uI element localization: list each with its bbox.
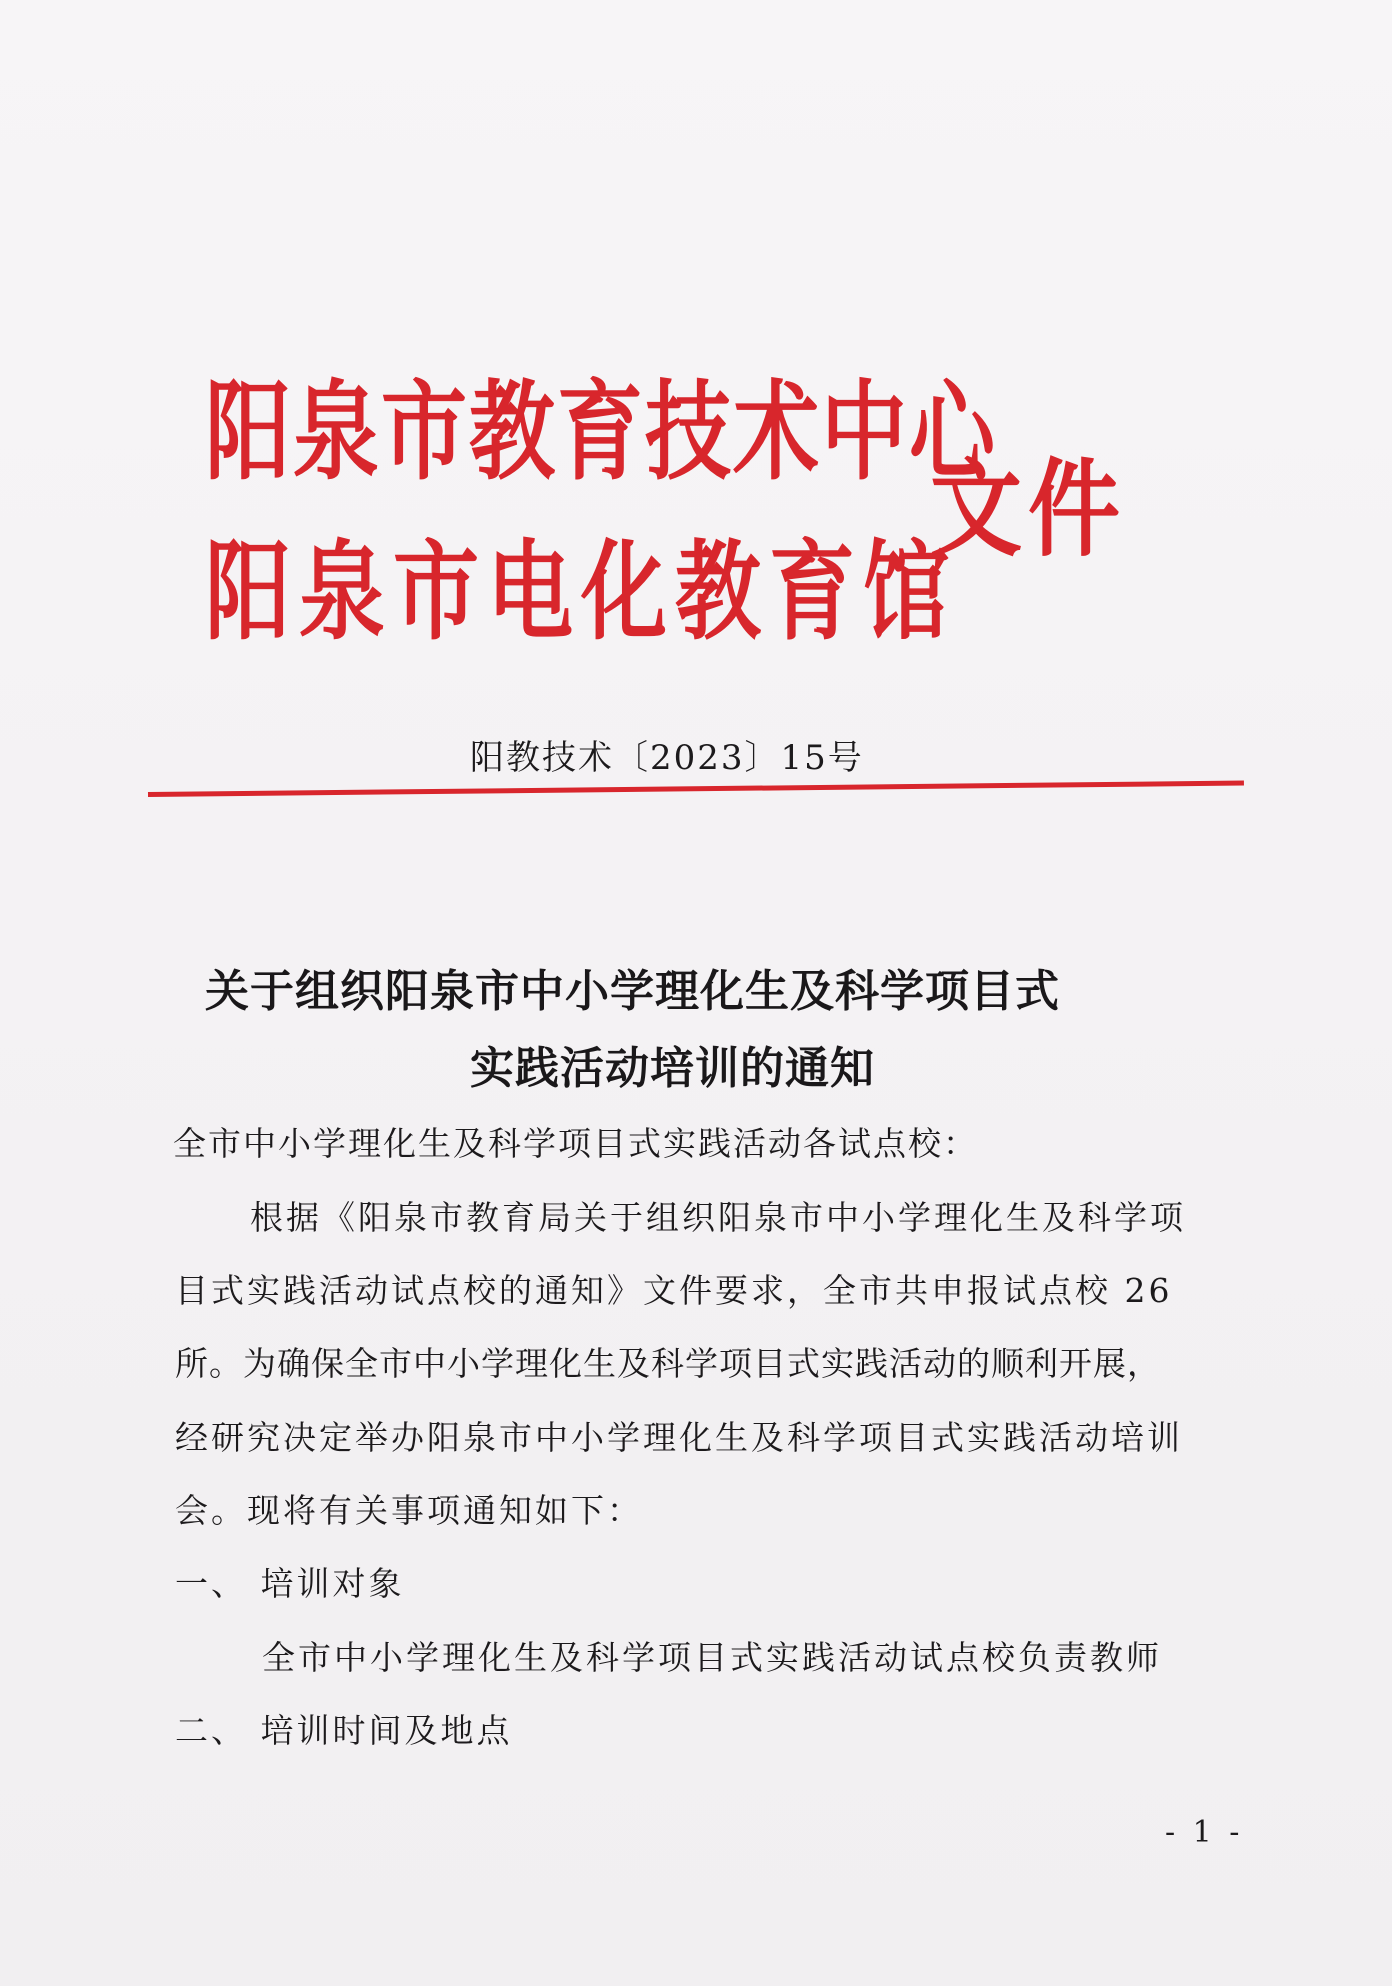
notice-title-line-1: 关于组织阳泉市中小学理化生及科学项目式 [205,966,1060,1017]
document-type-label: 文件 [930,448,1127,572]
red-divider-line [148,781,1244,797]
section-heading-time-location: 二、 培训时间及地点 [175,1711,513,1750]
salutation: 全市中小学理化生及科学项目式实践活动各试点校： [173,1124,978,1163]
issuer-name-line-2: 阳泉市电化教育馆 [205,530,957,655]
document-number: 阳教技术〔2023〕15号 [470,738,864,778]
notice-title-line-2: 实践活动培训的通知 [470,1043,875,1094]
page-number: - 1 - [1165,1815,1244,1850]
paragraph-line: 经研究决定举办阳泉市中小学理化生及科学项目式实践活动培训 [175,1418,1183,1457]
paragraph-line: 会。现将有关事项通知如下： [175,1491,643,1530]
paragraph-line: 目式实践活动试点校的通知》文件要求，全市共申报试点校 26 [175,1271,1173,1310]
paragraph-line: 根据《阳泉市教育局关于组织阳泉市中小学理化生及科学项 [250,1198,1186,1237]
paragraph-line: 所。为确保全市中小学理化生及科学项目式实践活动的顺利开展， [175,1344,1161,1383]
section-body-training-targets: 全市中小学理化生及科学项目式实践活动试点校负责教师 [262,1638,1162,1677]
section-heading-training-targets: 一、 培训对象 [175,1564,405,1603]
issuer-name-line-1: 阳泉市教育技术中心 [205,370,997,495]
